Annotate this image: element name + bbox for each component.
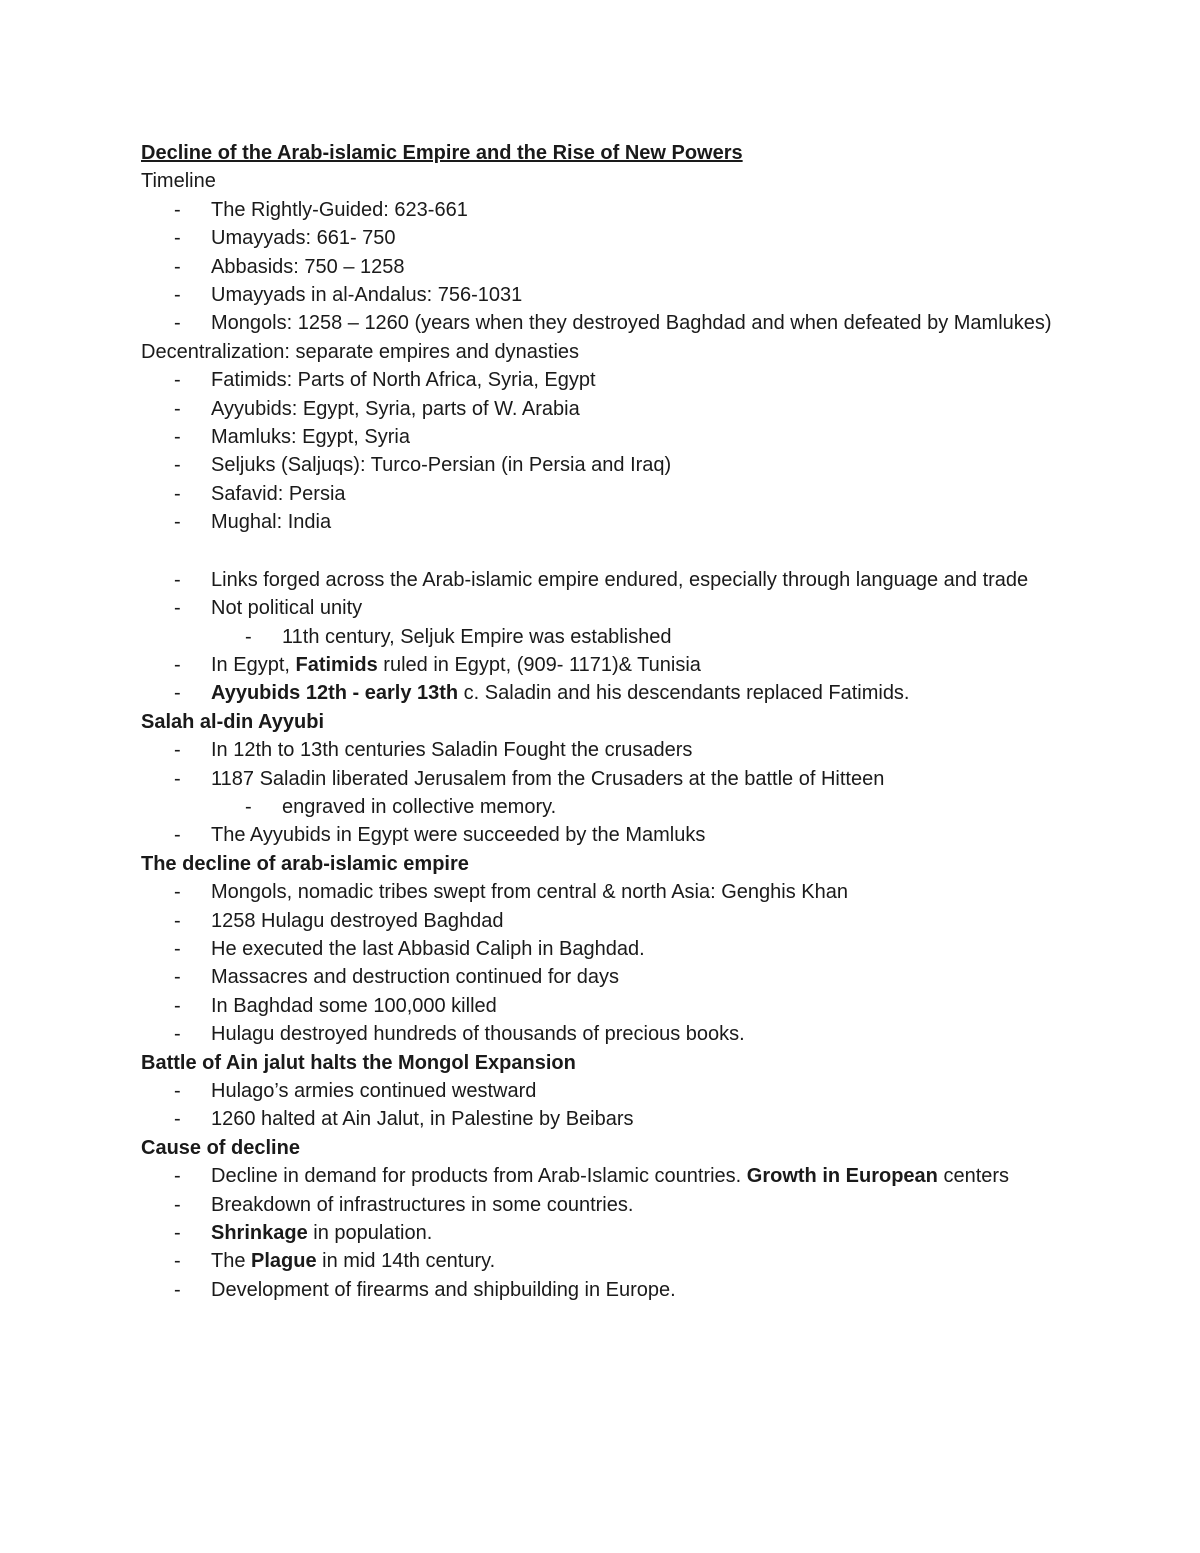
list-item	[141, 651, 1061, 679]
bullet-dash: -	[174, 881, 181, 904]
list-item-text: The Ayyubids in Egypt were succeeded by the Mamluks	[211, 824, 706, 847]
list-item-text: Mughal: India	[211, 511, 332, 534]
bullet-dash: -	[174, 397, 181, 420]
bullet-dash: -	[174, 1023, 181, 1046]
list-item	[141, 1077, 1061, 1105]
bold-text: Fatimids	[295, 653, 378, 676]
list-item-text: Breakdown of infrastructures in some countries.	[211, 1193, 634, 1216]
list-item	[141, 1276, 1061, 1304]
bullet-dash: -	[174, 739, 181, 762]
bullet-dash: -	[174, 255, 181, 278]
list-item-text: Fatimids: Parts of North Africa, Syria, Egypt	[211, 369, 596, 392]
text-segment: in population.	[307, 1222, 433, 1245]
list-item	[141, 1162, 1061, 1190]
bullet-dash: -	[174, 1278, 181, 1301]
list-item	[141, 878, 1061, 906]
bullet-dash: -	[174, 1222, 181, 1245]
list-item	[141, 566, 1061, 594]
bullet-dash: -	[174, 1250, 181, 1273]
timeline-heading: Timeline	[141, 170, 216, 193]
list-item	[141, 1191, 1061, 1219]
list-item	[141, 907, 1061, 935]
list-item	[141, 679, 1061, 707]
text-segment: c. Saladin and his descendants replaced Fatimids.	[458, 682, 910, 705]
list-item-text: He executed the last Abbasid Caliph in Baghdad.	[211, 937, 645, 960]
list-item-text: Umayyads in al-Andalus: 756-1031	[211, 284, 523, 307]
bullet-dash: -	[174, 369, 181, 392]
bullet-dash: -	[174, 653, 181, 676]
bold-text: Shrinkage	[211, 1222, 308, 1245]
section-heading-cause: Cause of decline	[141, 1136, 300, 1159]
list-item-text: Umayyads: 661- 750	[211, 227, 396, 250]
list-item	[141, 196, 1061, 224]
list-item	[141, 395, 1061, 423]
list-item-text: Ayyubids: Egypt, Syria, parts of W. Arabia	[211, 397, 580, 420]
bullet-dash: -	[245, 795, 252, 818]
list-item	[141, 821, 1061, 849]
list-item-text: Development of firearms and shipbuilding in Europe.	[211, 1278, 676, 1301]
bold-text: Plague	[251, 1250, 317, 1273]
bullet-dash: -	[174, 1080, 181, 1102]
bullet-dash: -	[245, 625, 252, 648]
bullet-dash: -	[174, 1108, 181, 1131]
document-page	[141, 139, 1061, 1304]
bullet-dash: -	[174, 824, 181, 847]
list-item	[141, 508, 1061, 536]
text-segment: The	[211, 1250, 252, 1273]
list-item	[141, 736, 1061, 764]
list-item-text: Hulago’s armies continued westward	[211, 1080, 537, 1102]
list-item-text: Massacres and destruction continued for days	[211, 966, 619, 989]
list-item-text: The Rightly-Guided: 623-661	[211, 198, 468, 221]
text-segment: centers	[937, 1165, 1010, 1188]
text-segment: ruled in Egypt, (909- 1171)& Tunisia	[377, 653, 701, 676]
list-item	[141, 1020, 1061, 1048]
bullet-dash: -	[174, 568, 181, 591]
list-item-text: In Baghdad some 100,000 killed	[211, 994, 497, 1017]
list-item	[141, 224, 1061, 252]
text-segment: in mid 14th century.	[316, 1250, 496, 1273]
list-item-text: 1187 Saladin liberated Jerusalem from the Crusaders at the battle of Hitteen	[211, 767, 885, 790]
sub-list-item	[141, 623, 1061, 651]
bullet-dash: -	[174, 909, 181, 932]
text-segment: In Egypt,	[211, 653, 296, 676]
bullet-dash: -	[174, 454, 181, 477]
list-item-text: 1260 halted at Ain Jalut, in Palestine by Beibars	[211, 1108, 634, 1131]
bullet-dash: -	[174, 426, 181, 449]
list-item-text: 11th century, Seljuk Empire was established	[282, 625, 672, 648]
bullet-dash: -	[174, 937, 181, 960]
list-item	[141, 480, 1061, 508]
bold-text: Ayyubids 12th - early 13th	[211, 682, 459, 705]
bullet-dash: -	[174, 511, 181, 534]
list-item	[141, 281, 1061, 309]
list-item	[141, 1105, 1061, 1133]
bullet-dash: -	[174, 482, 181, 505]
list-item	[141, 963, 1061, 991]
bullet-dash: -	[174, 966, 181, 989]
list-item	[141, 765, 1061, 793]
bullet-dash: -	[174, 227, 181, 250]
list-item-text: Links forged across the Arab-islamic empire endured, especially through language and trade	[211, 568, 1029, 591]
list-item	[141, 1219, 1061, 1247]
list-item-text: Mongols, nomadic tribes swept from central & north Asia: Genghis Khan	[211, 881, 848, 904]
list-item	[141, 253, 1061, 281]
list-item-text: Hulagu destroyed hundreds of thousands of precious books.	[211, 1023, 745, 1046]
list-item	[141, 1247, 1061, 1275]
list-item-text: Abbasids: 750 – 1258	[211, 255, 405, 278]
section-heading-decline: The decline of arab-islamic empire	[141, 852, 469, 875]
list-item-text: 1258 Hulagu destroyed Baghdad	[211, 909, 504, 932]
bullet-dash: -	[174, 994, 181, 1017]
list-item-text: Seljuks (Saljuqs): Turco-Persian (in Persia and Iraq)	[211, 454, 672, 477]
list-item	[141, 451, 1061, 479]
list-item	[141, 992, 1061, 1020]
list-item-text: engraved in collective memory.	[282, 795, 557, 818]
bullet-dash: -	[174, 1165, 181, 1188]
list-item-text: Mongols: 1258 – 1260 (years when they destroyed Baghdad and when defeated by Mamlukes)	[211, 312, 1052, 335]
list-item-text: Not political unity	[211, 597, 363, 620]
decentralization-heading: Decentralization: separate empires and dynasties	[141, 340, 580, 363]
document-title: Decline of the Arab-islamic Empire and the Rise of New Powers	[141, 142, 743, 164]
list-item-text: Safavid: Persia	[211, 482, 346, 505]
bullet-dash: -	[174, 1193, 181, 1216]
list-item-text: Mamluks: Egypt, Syria	[211, 426, 410, 449]
blank-line	[141, 537, 1061, 566]
bullet-dash: -	[174, 682, 181, 705]
list-item	[141, 366, 1061, 394]
list-item	[141, 594, 1061, 622]
bullet-dash: -	[174, 597, 181, 620]
section-heading-ain-jalut: Battle of Ain jalut halts the Mongol Expansion	[141, 1051, 576, 1074]
bullet-dash: -	[174, 312, 181, 335]
bold-text: Growth in European	[746, 1165, 938, 1188]
bullet-dash: -	[174, 284, 181, 307]
section-heading-saladin: Salah al-din Ayyubi	[141, 710, 324, 733]
sub-list-item	[141, 793, 1061, 821]
text-segment: Decline in demand for products from Arab-Islamic countries.	[211, 1165, 747, 1188]
bullet-dash: -	[174, 198, 181, 221]
list-item-text: In 12th to 13th centuries Saladin Fought the crusaders	[211, 739, 693, 762]
list-item	[141, 935, 1061, 963]
bullet-dash: -	[174, 767, 181, 790]
list-item	[141, 309, 1061, 337]
list-item	[141, 423, 1061, 451]
